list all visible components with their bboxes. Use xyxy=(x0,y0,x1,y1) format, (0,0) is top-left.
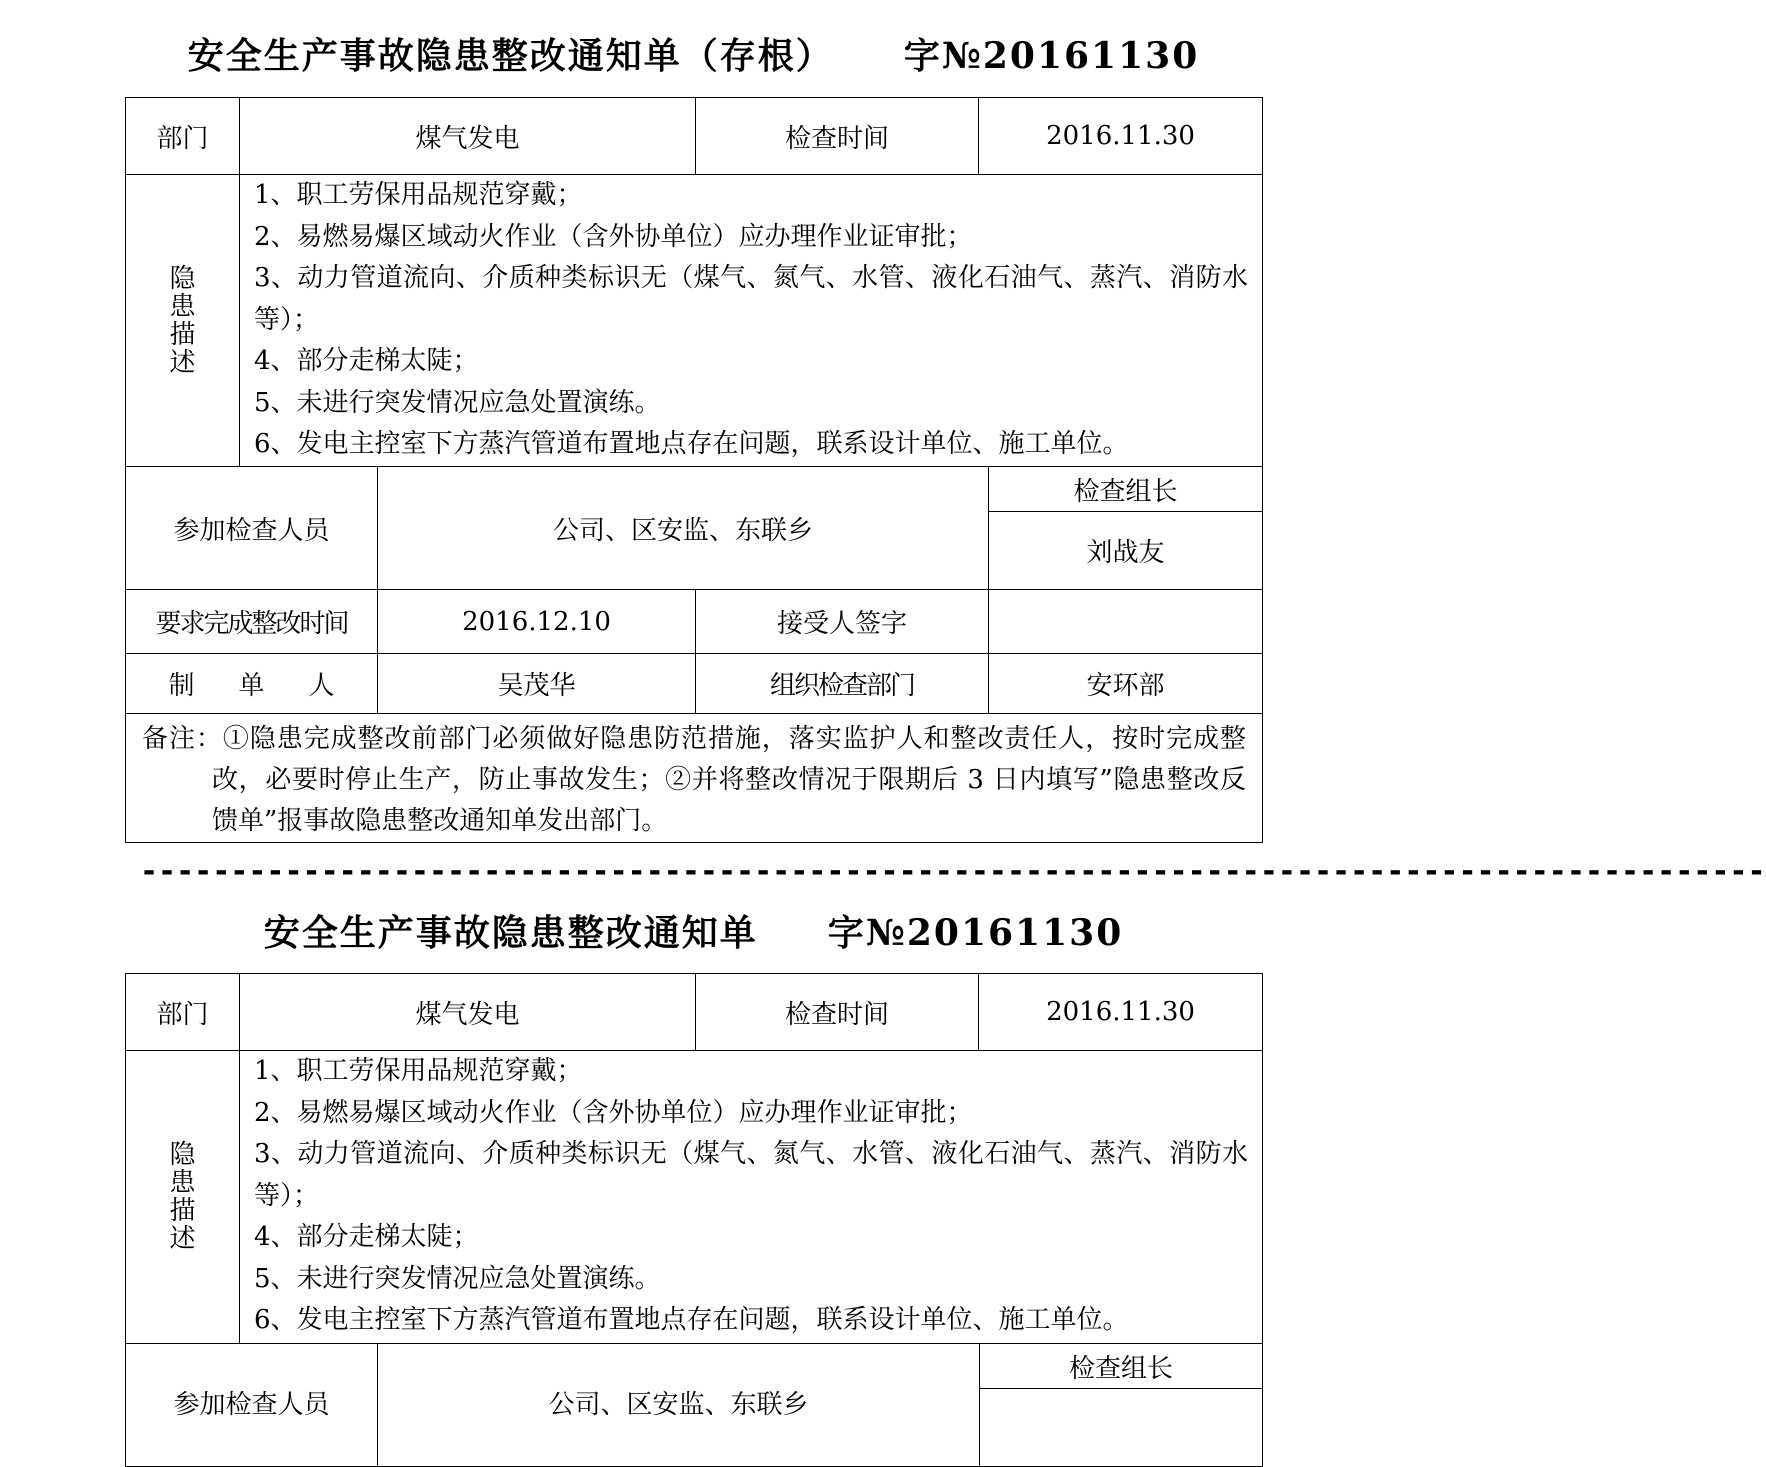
form2-hazard-item: 4、部分走梯太陡； xyxy=(254,1222,479,1252)
form1-check-time-value: 2016.11.30 xyxy=(979,98,1263,175)
cut-line-separator: ------------------------------------------------------------------------------------------ xyxy=(140,854,1766,889)
form2-hazard-label-char: 述 xyxy=(169,1224,196,1254)
form2-hazard-item: 1、职工劳保用品规范穿戴； xyxy=(254,1056,583,1086)
form1-deadline-value: 2016.12.10 xyxy=(378,590,696,654)
form1-maker-label: 制单人 xyxy=(126,654,378,714)
form1-leader-value: 刘战友 xyxy=(989,512,1263,590)
form1-row-inspectors xyxy=(126,467,1263,512)
form2-leader-value xyxy=(980,1389,1263,1467)
form1-table xyxy=(125,97,1263,843)
form1-org-label: 组织检查部门 xyxy=(696,654,989,714)
form1-title: 安全生产事故隐患整改通知单（存根） xyxy=(187,35,834,77)
form1-hazard-item: 6、发电主控室下方蒸汽管道布置地点存在问题，联系设计单位、施工单位。 xyxy=(254,429,1129,459)
form1-hazard-label-char: 描 xyxy=(169,319,196,350)
form1-row-hazard xyxy=(126,175,1263,467)
form2-title: 安全生产事故隐患整改通知单 xyxy=(263,912,758,954)
form1-deadline-label: 要求完成整改时间 xyxy=(126,590,378,654)
form2-row-hazard xyxy=(126,1051,1263,1344)
form2-leader-label: 检查组长 xyxy=(980,1344,1263,1389)
form2-inspectors-value: 公司、区安监、东联乡 xyxy=(378,1344,980,1467)
form2-hazard-label-char: 描 xyxy=(169,1196,196,1226)
form2-number: 字№20161130 xyxy=(827,912,1124,954)
form1-dept-label: 部门 xyxy=(126,98,240,175)
form1-remark-text: 备注：①隐患完成整改前部门必须做好隐患防范措施，落实监护人和整改责任人，按时完成整改，必要时停止生产，防止事故发生；②并将整改情况于限期后 3 日内填写”隐患整改反馈单”报事故隐患整改通知单发出部门。 xyxy=(142,724,1247,836)
form2-hazard-item: 2、易燃易爆区域动火作业（含外协单位）应办理作业证审批； xyxy=(254,1097,973,1128)
form2-row-dept xyxy=(126,974,1263,1051)
form2-hazard-item: 6、发电主控室下方蒸汽管道布置地点存在问题，联系设计单位、施工单位。 xyxy=(254,1305,1129,1335)
form1-row-remark xyxy=(126,714,1263,843)
form2-hazard-label-char: 患 xyxy=(169,1168,196,1198)
form1-hazard-item: 3、动力管道流向、介质种类标识无（煤气、氮气、水管、液化石油气、蒸汽、消防水等）； xyxy=(254,263,1249,335)
form1-org-value: 安环部 xyxy=(989,654,1263,714)
form1-remark xyxy=(126,714,1263,843)
form2-inspectors-label: 参加检查人员 xyxy=(126,1344,378,1467)
form1-leader-label: 检查组长 xyxy=(989,467,1263,512)
form1-check-time-label: 检查时间 xyxy=(696,98,979,175)
form1-hazard-label-char: 隐 xyxy=(169,263,196,294)
form1-row-dept xyxy=(126,98,1263,175)
form1-hazard-item: 4、部分走梯太陡； xyxy=(254,346,479,376)
form1-row-deadline xyxy=(126,590,1263,654)
form1-receiver-signature[interactable] xyxy=(989,590,1263,654)
form1-hazard-label xyxy=(126,175,240,467)
form2-dept-value: 煤气发电 xyxy=(240,974,696,1051)
form1-inspectors-label: 参加检查人员 xyxy=(126,467,378,590)
form1-inspectors-value: 公司、区安监、东联乡 xyxy=(378,467,989,590)
form2-title-line xyxy=(125,905,1262,956)
form1-receiver-label: 接受人签字 xyxy=(696,590,989,654)
form2-dept-label: 部门 xyxy=(126,974,240,1051)
form2-hazard-description xyxy=(240,1051,1263,1344)
form1-hazard-item: 5、未进行突发情况应急处置演练。 xyxy=(254,387,661,418)
form1-hazard-description xyxy=(240,175,1263,467)
form1-number: 字№20161130 xyxy=(903,35,1200,77)
form1-hazard-label-char: 患 xyxy=(169,291,196,322)
form2-check-time-value: 2016.11.30 xyxy=(979,974,1263,1051)
form2-hazard-item: 3、动力管道流向、介质种类标识无（煤气、氮气、水管、液化石油气、蒸汽、消防水等）； xyxy=(254,1139,1249,1211)
form2-check-time-label: 检查时间 xyxy=(696,974,979,1051)
form1-dept-value: 煤气发电 xyxy=(240,98,696,175)
form1-maker-value: 吴茂华 xyxy=(378,654,696,714)
form2-table xyxy=(125,973,1263,1467)
form2-row-inspectors xyxy=(126,1344,1263,1389)
form1-hazard-item: 1、职工劳保用品规范穿戴； xyxy=(254,180,583,210)
form1-title-line xyxy=(125,28,1262,79)
form2-hazard-item: 5、未进行突发情况应急处置演练。 xyxy=(254,1263,661,1294)
form1-hazard-item: 2、易燃易爆区域动火作业（含外协单位）应办理作业证审批； xyxy=(254,221,973,252)
form1-row-maker xyxy=(126,654,1263,714)
form2-hazard-label xyxy=(126,1051,240,1344)
form1-hazard-label-char: 述 xyxy=(169,347,196,378)
form2-hazard-label-char: 隐 xyxy=(169,1140,196,1170)
